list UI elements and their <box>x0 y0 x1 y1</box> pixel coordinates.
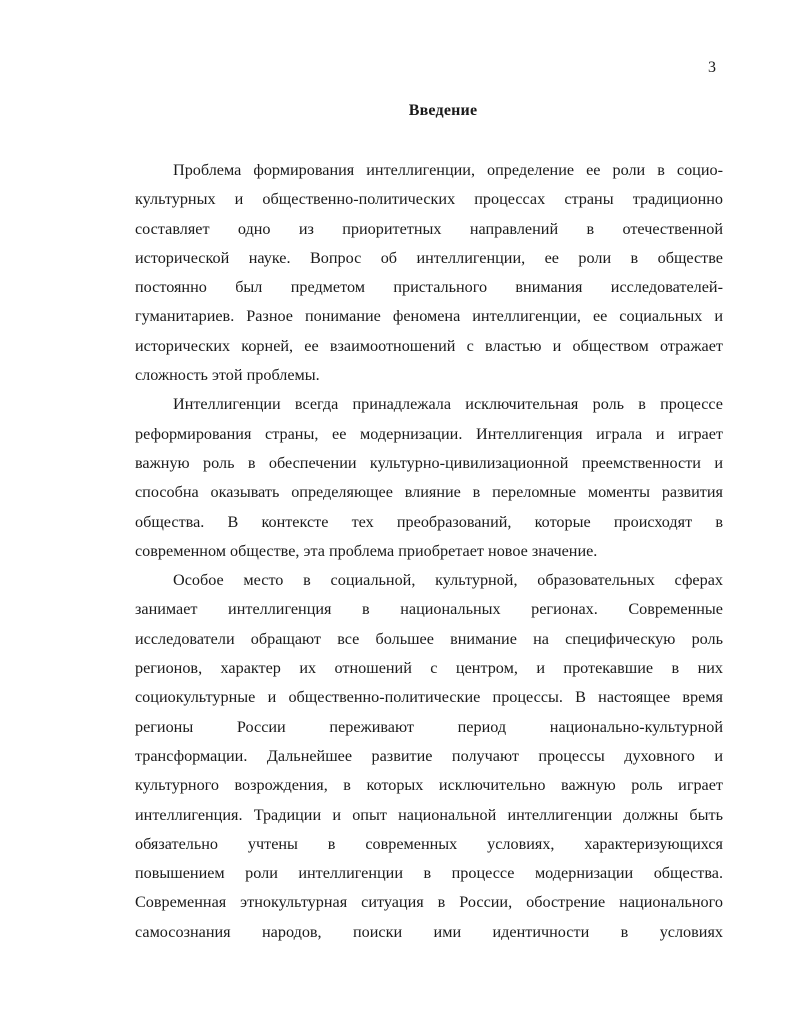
text-line: Интеллигенции всегда принадлежала исключительная роль в процессе <box>173 395 723 414</box>
text-line: исторической науке. Вопрос об интеллигенции, ее роли в обществе <box>135 248 723 267</box>
page-number: 3 <box>708 59 716 76</box>
text-line: занимает интеллигенция в национальных регионах. Современные <box>135 600 723 619</box>
text-line: повышением роли интеллигенции в процессе модернизации общества. <box>135 864 723 883</box>
text-line: культурных и общественно-политических процессах страны традиционно <box>135 190 723 209</box>
body-text <box>135 156 723 947</box>
text-line: исследователи обращают все большее внимание на специфическую роль <box>135 629 723 648</box>
text-line: Современная этнокультурная ситуация в России, обострение национального <box>135 893 723 912</box>
text-line: гуманитариев. Разное понимание феномена интеллигенции, ее социальных и <box>135 307 723 326</box>
page-heading: Введение <box>408 102 478 119</box>
paragraph-1 <box>135 156 723 390</box>
text-line: Особое место в социальной, культурной, образовательных сферах <box>173 571 723 590</box>
paragraph-3 <box>135 566 723 947</box>
text-line: важную роль в обеспечении культурно-цивилизационной преемственности и <box>135 453 723 472</box>
text-line: регионов, характер их отношений с центром, и протекавшие в них <box>135 659 723 678</box>
text-line: социокультурные и общественно-политические процессы. В настоящее время <box>135 688 723 707</box>
text-line: регионы России переживают период национально-культурной <box>135 717 723 736</box>
text-line: составляет одно из приоритетных направлений в отечественной <box>135 219 723 238</box>
text-line: исторических корней, ее взаимоотношений с властью и обществом отражает <box>135 336 723 355</box>
text-line: трансформации. Дальнейшее развитие получают процессы духовного и <box>135 746 723 765</box>
text-line: современном обществе, эта проблема приобретает новое значение. <box>135 541 598 560</box>
text-line: постоянно был предметом пристального внимания исследователей- <box>135 278 723 297</box>
text-line: способна оказывать определяющее влияние в переломные моменты развития <box>135 483 723 502</box>
text-line: самосознания народов, поиски ими идентичности в условиях <box>135 922 723 941</box>
paragraph-2 <box>135 390 723 566</box>
text-line: интеллигенция. Традиции и опыт национальной интеллигенции должны быть <box>135 805 723 824</box>
text-line: общества. В контексте тех преобразований, которые происходят в <box>135 512 723 531</box>
text-line: обязательно учтены в современных условиях, характеризующихся <box>135 834 723 853</box>
text-line: культурного возрождения, в которых исключительно важную роль играет <box>135 776 723 795</box>
text-line: сложность этой проблемы. <box>135 366 320 385</box>
text-line: реформирования страны, ее модернизации. Интеллигенция играла и играет <box>135 424 723 443</box>
text-line: Проблема формирования интеллигенции, определение ее роли в социо- <box>173 161 723 179</box>
